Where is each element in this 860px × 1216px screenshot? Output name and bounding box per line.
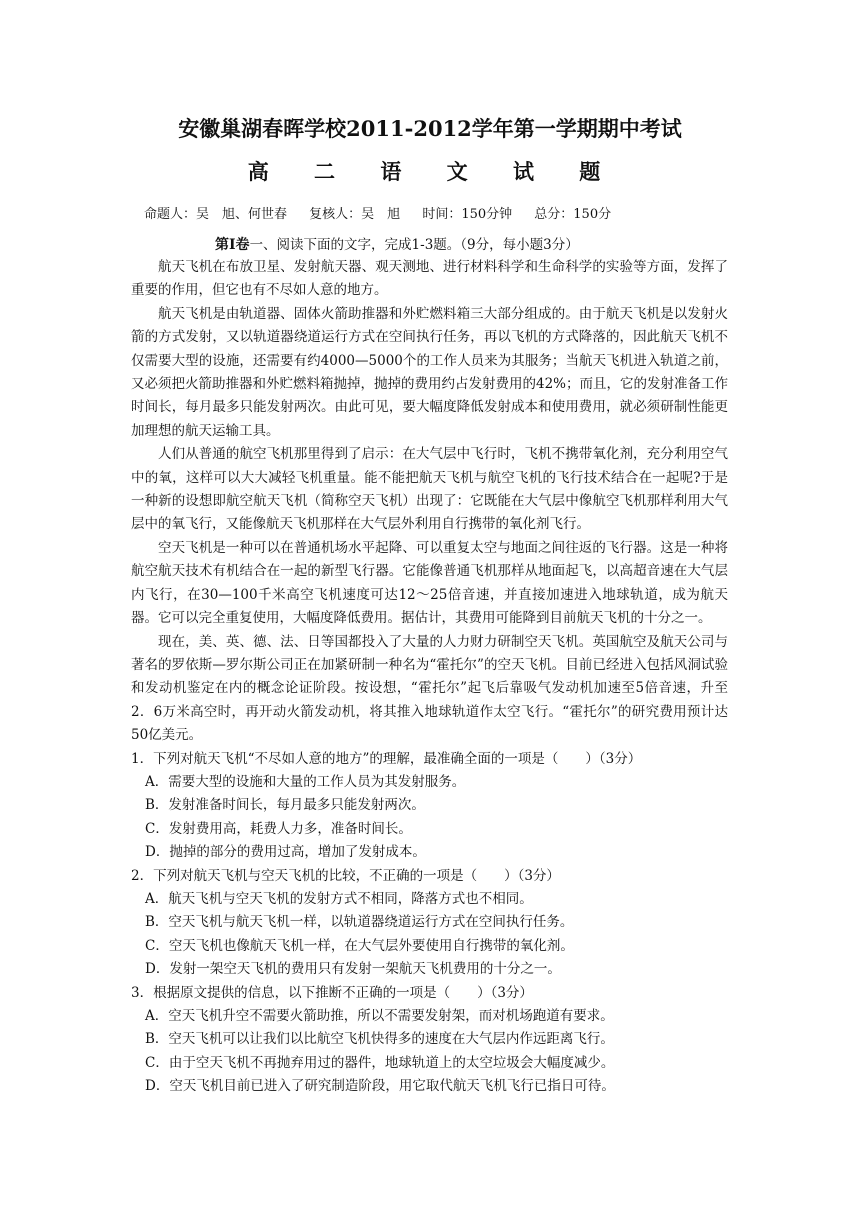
section-heading	[215, 233, 579, 254]
passage-paragraph: 航天飞机在布放卫星、发射航天器、观天测地、进行材料科学和生命科学的实验等方面，发挥了重要的作用，但它也有不尽如人意的地方。	[131, 259, 728, 299]
time-info: 时间：150分钟	[422, 207, 513, 222]
question-option: C．由于空天飞机不再抛弃用过的器件，地球轨道上的太空垃圾会大幅度减少。	[145, 1054, 615, 1071]
score-info: 总分：150分	[534, 207, 612, 222]
question-option: C．发射费用高，耗费人力多，准备时间长。	[145, 820, 412, 837]
exam-meta	[144, 203, 764, 222]
question-option: A．需要大型的设施和大量的工作人员为其发射服务。	[145, 773, 466, 790]
question-option: D．发射一架空天飞机的费用只有发射一架航天飞机费用的十分之一。	[145, 961, 561, 978]
setter-info: 命题人：吴 旭、何世春	[144, 207, 288, 222]
passage-paragraph: 现在，美、英、德、法、日等国都投入了大量的人力财力研制空天飞机。英国航空及航天公司与著名的罗依斯—罗尔斯公司正在加紧研制一种名为“霍托尔”的空天飞机。目前已经进入包括风洞试验和发动机鉴定在内的概念论证阶段。按设想，“霍托尔”起飞后靠吸气发动机加速至5倍音速，升至2．6万米高空时，再开动火箭发动机，将其推入地球轨道作太空飞行。“霍托尔”的研究费用预计达50亿美元。	[131, 633, 728, 744]
reviewer-info: 复核人：吴 旭	[309, 207, 401, 222]
passage-paragraph: 人们从普通的航空飞机那里得到了启示：在大气层中飞行时，飞机不携带氧化剂，充分利用空气中的氧，这样可以大大减轻飞机重量。能不能把航天飞机与航空飞机的飞行技术结合在一起呢?于是一种新的设想即航空航天飞机（简称空天飞机）出现了：它既能在大气层中像航空飞机那样利用大气层中的氧飞行，又能像航天飞机那样在大气层外利用自行携带的氧化剂飞行。	[131, 446, 728, 533]
question-stem: 1．下列对航天飞机“不尽如人意的地方”的理解，最准确全面的一项是（ ）（3分）	[131, 750, 642, 767]
question-stem: 2．下列对航天飞机与空天飞机的比较，不正确的一项是（ ）（3分）	[131, 867, 560, 884]
question-stem: 3．根据原文提供的信息，以下推断不正确的一项是（ ）（3分）	[131, 984, 533, 1001]
exam-title: 安徽巢湖春晖学校2011-2012学年第一学期期中考试	[178, 116, 682, 141]
exam-body	[131, 256, 728, 1099]
question-option: B．空天飞机与航天飞机一样，以轨道器绕道运行方式在空间执行任务。	[145, 914, 574, 931]
question-option: A．航天飞机与空天飞机的发射方式不相同，降落方式也不相同。	[145, 890, 533, 907]
question-option: B．空天飞机可以让我们以比航空飞机快得多的速度在大气层内作远距离飞行。	[145, 1031, 614, 1048]
question-option: B．发射准备时间长，每月最多只能发射两次。	[145, 797, 425, 814]
section-label: 第Ⅰ卷	[215, 237, 250, 253]
question-option: D．抛掉的部分的费用过高，增加了发射成本。	[145, 844, 426, 861]
passage-paragraph: 航天飞机是由轨道器、固体火箭助推器和外贮燃料箱三大部分组成的。由于航天飞机是以发射火箭的方式发射，又以轨道器绕道运行方式在空间执行任务，再以飞机的方式降落的，因此航天飞机不仅需要大型的设施，还需要有约4000—5000个的工作人员来为其服务；当航天飞机进入轨道之前，又必须把火箭助推器和外贮燃料箱抛掉，抛掉的费用约占发射费用的42%；而且，它的发射准备工作时间长，每月最多只能发射两次。由此可见，要大幅度降低发射成本和使用费用，就必须研制性能更加理想的航天运输工具。	[131, 305, 729, 439]
passage-paragraph: 空天飞机是一种可以在普通机场水平起降、可以重复太空与地面之间往返的飞行器。这是一种将航空航天技术有机结合在一起的新型飞行器。它能像普通飞机那样从地面起飞，以高超音速在大气层内飞行，在30—100千米高空飞机速度可达12～25倍音速，并直接加速进入地球轨道，成为航天器。它可以完全重复使用，大幅度降低费用。据估计，其费用可能降到目前航天飞机的十分之一。	[131, 539, 728, 627]
question-option: A．空天飞机升空不需要火箭助推，所以不需要发射架，而对机场跑道有要求。	[145, 1008, 614, 1024]
exam-subtitle: 高 二 语 文 试 题	[247, 159, 613, 184]
question-option: C．空天飞机也像航天飞机一样，在大气层外要使用自行携带的氧化剂。	[145, 937, 574, 954]
section-instruction: 一、阅读下面的文字，完成1-3题。（9分，每小题3分）	[249, 237, 579, 253]
question-option: D．空天飞机目前已进入了研究制造阶段，用它取代航天飞机飞行已指日可待。	[145, 1078, 615, 1095]
